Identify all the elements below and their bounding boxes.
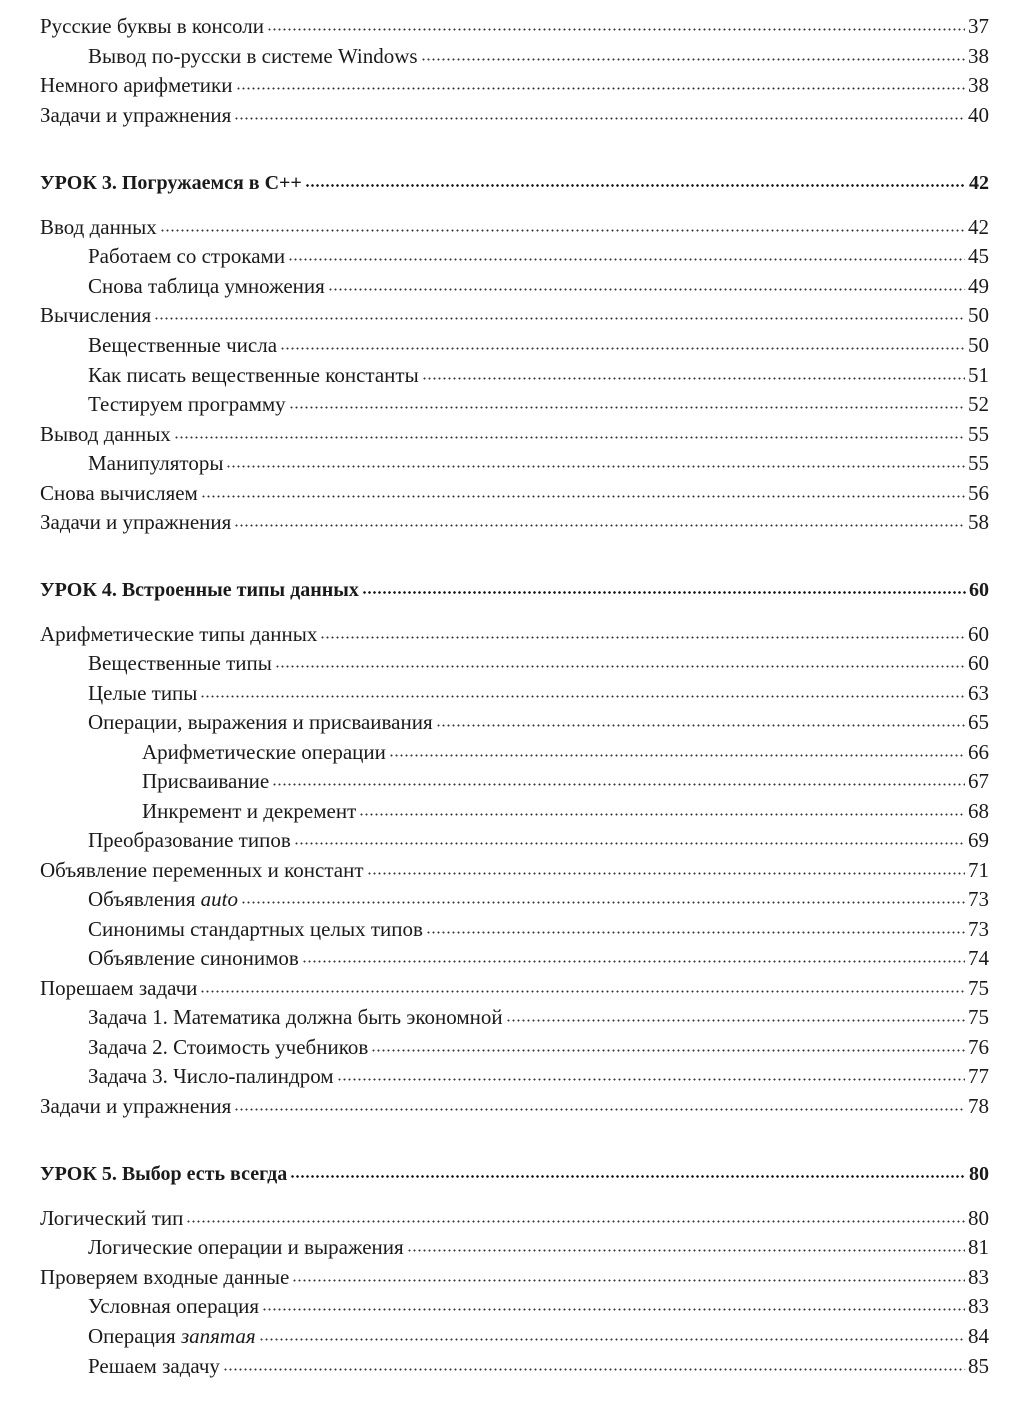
- toc-entry-title: Задачи и упражнения: [40, 510, 232, 534]
- dot-leader: [292, 1276, 965, 1284]
- toc-entry: [142, 738, 989, 766]
- toc-entry: [88, 1292, 989, 1320]
- dot-leader: [280, 344, 965, 352]
- toc-entry-title: Арифметические типы данных: [40, 622, 318, 646]
- toc-entry: [88, 826, 989, 854]
- dot-leader: [223, 1365, 965, 1373]
- toc-entry: [88, 679, 989, 707]
- toc-page-number: 68: [968, 799, 989, 823]
- toc-entry: [40, 420, 989, 448]
- toc-page-number: 80: [968, 1206, 989, 1230]
- toc-entry-title: Тестируем программу: [88, 392, 286, 416]
- dot-leader: [241, 898, 965, 906]
- dot-leader: [275, 662, 965, 670]
- toc-entry-title: УРОК 3. Погружаемся в С++: [40, 172, 302, 194]
- toc-page-number: 37: [968, 14, 989, 38]
- toc-page-number: 55: [968, 422, 989, 446]
- toc-entry-title: Арифметические операции: [142, 740, 386, 764]
- dot-leader: [367, 869, 965, 877]
- toc-page-number: 52: [968, 392, 989, 416]
- toc-page-number: 50: [968, 333, 989, 357]
- dot-leader: [337, 1075, 965, 1083]
- toc-entry: [40, 301, 989, 329]
- dot-leader: [422, 374, 965, 382]
- dot-leader: [200, 692, 965, 700]
- dot-leader: [262, 1305, 965, 1313]
- toc-lesson-heading: [40, 576, 989, 604]
- toc-entry-title: УРОК 4. Встроенные типы данных: [40, 579, 359, 601]
- dot-leader: [506, 1016, 965, 1024]
- toc-entry-title: Вычисления: [40, 303, 152, 327]
- toc-entry: [88, 1003, 989, 1031]
- toc-entry-title: Немного арифметики: [40, 73, 233, 97]
- toc-entry-title: Операции, выражения и присваивания: [88, 710, 433, 734]
- dot-leader: [359, 810, 965, 818]
- toc-entry-title: Условная операция: [88, 1294, 260, 1318]
- toc-entry: [88, 361, 989, 389]
- dot-leader: [226, 462, 965, 470]
- toc-page-number: 75: [968, 1005, 989, 1029]
- toc-page-number: 81: [968, 1235, 989, 1259]
- toc-page-number: 83: [968, 1294, 989, 1318]
- toc-page-number: 74: [968, 946, 989, 970]
- dot-leader: [302, 957, 965, 965]
- dot-leader: [160, 226, 965, 234]
- dot-leader: [234, 1105, 965, 1113]
- toc-entry: [88, 1322, 989, 1350]
- toc-page-number: 83: [968, 1265, 989, 1289]
- dot-leader: [289, 403, 965, 411]
- toc-page-number: 63: [968, 681, 989, 705]
- toc-page-number: 60: [969, 579, 989, 601]
- toc-entry: [88, 1062, 989, 1090]
- toc-entry-title: Русские буквы в консоли: [40, 14, 264, 38]
- toc-page-number: 38: [968, 73, 989, 97]
- toc-entry-title: Инкремент и декремент: [142, 799, 357, 823]
- toc-entry: [40, 12, 989, 40]
- toc-entry-title: Объявления auto: [88, 887, 239, 911]
- toc-entry-title: Вывод данных: [40, 422, 171, 446]
- dot-leader: [267, 25, 965, 33]
- toc-page-number: 75: [968, 976, 989, 1000]
- toc-entry: [40, 71, 989, 99]
- dot-leader: [236, 84, 966, 92]
- toc-entry-title: Порешаем задачи: [40, 976, 198, 1000]
- toc-entry: [40, 1263, 989, 1291]
- toc-page-number: 49: [968, 274, 989, 298]
- dot-leader: [320, 633, 965, 641]
- toc-entry: [88, 944, 989, 972]
- dot-leader: [426, 928, 965, 936]
- toc-entry: [142, 797, 989, 825]
- toc-page-number: 42: [968, 215, 989, 239]
- toc-entry: [40, 101, 989, 129]
- dot-leader: [407, 1246, 965, 1254]
- toc-page-number: 69: [968, 828, 989, 852]
- dot-leader: [201, 492, 965, 500]
- toc-entry: [88, 1352, 989, 1380]
- toc-entry-title: Логический тип: [40, 1206, 184, 1230]
- toc-entry-title: Решаем задачу: [88, 1354, 220, 1378]
- toc-entry: [88, 390, 989, 418]
- toc-entry-title: Ввод данных: [40, 215, 157, 239]
- toc-entry-title: Манипуляторы: [88, 451, 224, 475]
- toc-entry: [40, 620, 989, 648]
- toc-entry-title: Присваивание: [142, 769, 270, 793]
- toc-page-number: 66: [968, 740, 989, 764]
- toc-page-number: 73: [968, 887, 989, 911]
- toc-entry: [40, 1204, 989, 1232]
- toc-entry-title: Преобразование типов: [88, 828, 291, 852]
- toc-entry-title: Вещественные числа: [88, 333, 278, 357]
- toc-page-number: 51: [968, 363, 989, 387]
- toc-entry-title: Задача 2. Стоимость учебников: [88, 1035, 369, 1059]
- toc-page-number: 50: [968, 303, 989, 327]
- toc-entry-title: Задача 1. Математика должна быть экономной: [88, 1005, 503, 1029]
- toc-entry-title: Задачи и упражнения: [40, 1094, 232, 1118]
- toc-page-number: 40: [968, 103, 989, 127]
- toc-entry: [88, 915, 989, 943]
- toc-entry-title: Работаем со строками: [88, 244, 286, 268]
- toc-entry: [88, 331, 989, 359]
- dot-leader: [234, 114, 965, 122]
- toc-page-number: 80: [969, 1163, 989, 1185]
- dot-leader: [234, 521, 965, 529]
- toc-entry-title: Объявление переменных и констант: [40, 858, 364, 882]
- toc-page-number: 76: [968, 1035, 989, 1059]
- toc-entry: [88, 649, 989, 677]
- toc-page-number: 73: [968, 917, 989, 941]
- toc-entry-title: Снова вычисляем: [40, 481, 198, 505]
- toc-entry-title: УРОК 5. Выбор есть всегда: [40, 1163, 288, 1185]
- toc-page-number: 60: [968, 622, 989, 646]
- dot-leader: [259, 1335, 965, 1343]
- dot-leader: [154, 314, 965, 322]
- toc-entry: [88, 885, 989, 913]
- toc-entry-title: Операция запятая: [88, 1324, 256, 1348]
- toc-entry: [40, 508, 989, 536]
- dot-leader: [290, 1172, 966, 1180]
- dot-leader: [174, 433, 965, 441]
- toc-entry-title-italic: auto: [200, 887, 239, 911]
- toc-entry: [40, 1092, 989, 1120]
- dot-leader: [328, 285, 965, 293]
- toc-entry: [142, 767, 989, 795]
- toc-entry: [40, 856, 989, 884]
- toc-page-number: 58: [968, 510, 989, 534]
- dot-leader: [272, 780, 965, 788]
- dot-leader: [200, 987, 965, 995]
- toc-entry-title-italic: запятая: [180, 1324, 256, 1348]
- toc-entry-title: Задача 3. Число-палиндром: [88, 1064, 334, 1088]
- dot-leader: [436, 721, 965, 729]
- toc-page-number: 38: [968, 44, 989, 68]
- toc-page-number: 84: [968, 1324, 989, 1348]
- toc-page-number: 65: [968, 710, 989, 734]
- dot-leader: [362, 588, 966, 596]
- toc-entry: [88, 1033, 989, 1061]
- toc-page-number: 55: [968, 451, 989, 475]
- dot-leader: [288, 255, 965, 263]
- toc-page-number: 67: [968, 769, 989, 793]
- toc-lesson-heading: [40, 169, 989, 197]
- dot-leader: [186, 1217, 965, 1225]
- toc-entry: [88, 42, 989, 70]
- toc-entry-title: Вещественные типы: [88, 651, 272, 675]
- toc-entry: [40, 974, 989, 1002]
- toc-page-number: 60: [968, 651, 989, 675]
- toc-entry: [88, 708, 989, 736]
- toc-entry-title: Снова таблица умножения: [88, 274, 325, 298]
- toc-page-number: 78: [968, 1094, 989, 1118]
- toc-page-number: 85: [968, 1354, 989, 1378]
- toc-entry-title: Синонимы стандартных целых типов: [88, 917, 423, 941]
- toc-page-number: 56: [968, 481, 989, 505]
- toc-entry-title: Целые типы: [88, 681, 198, 705]
- toc-entry-title: Задачи и упражнения: [40, 103, 232, 127]
- toc-entry: [88, 1233, 989, 1261]
- dot-leader: [389, 751, 965, 759]
- toc-page-number: 77: [968, 1064, 989, 1088]
- toc-entry-title: Как писать вещественные константы: [88, 363, 419, 387]
- dot-leader: [421, 55, 965, 63]
- toc-page-number: 45: [968, 244, 989, 268]
- toc-entry: [40, 213, 989, 241]
- toc-entry-title: Логические операции и выражения: [88, 1235, 404, 1259]
- toc-page-number: 71: [968, 858, 989, 882]
- toc-lesson-heading: [40, 1160, 989, 1188]
- toc-entry: [88, 449, 989, 477]
- toc-entry-title: Проверяем входные данные: [40, 1265, 290, 1289]
- toc-entry-title: Вывод по-русски в системе Windows: [88, 44, 418, 68]
- toc-entry-title: Объявление синонимов: [88, 946, 299, 970]
- toc-entry: [40, 479, 989, 507]
- dot-leader: [305, 181, 966, 189]
- dot-leader: [371, 1046, 965, 1054]
- dot-leader: [294, 839, 965, 847]
- toc-entry: [88, 272, 989, 300]
- toc-page-number: 42: [969, 172, 989, 194]
- toc-entry: [88, 242, 989, 270]
